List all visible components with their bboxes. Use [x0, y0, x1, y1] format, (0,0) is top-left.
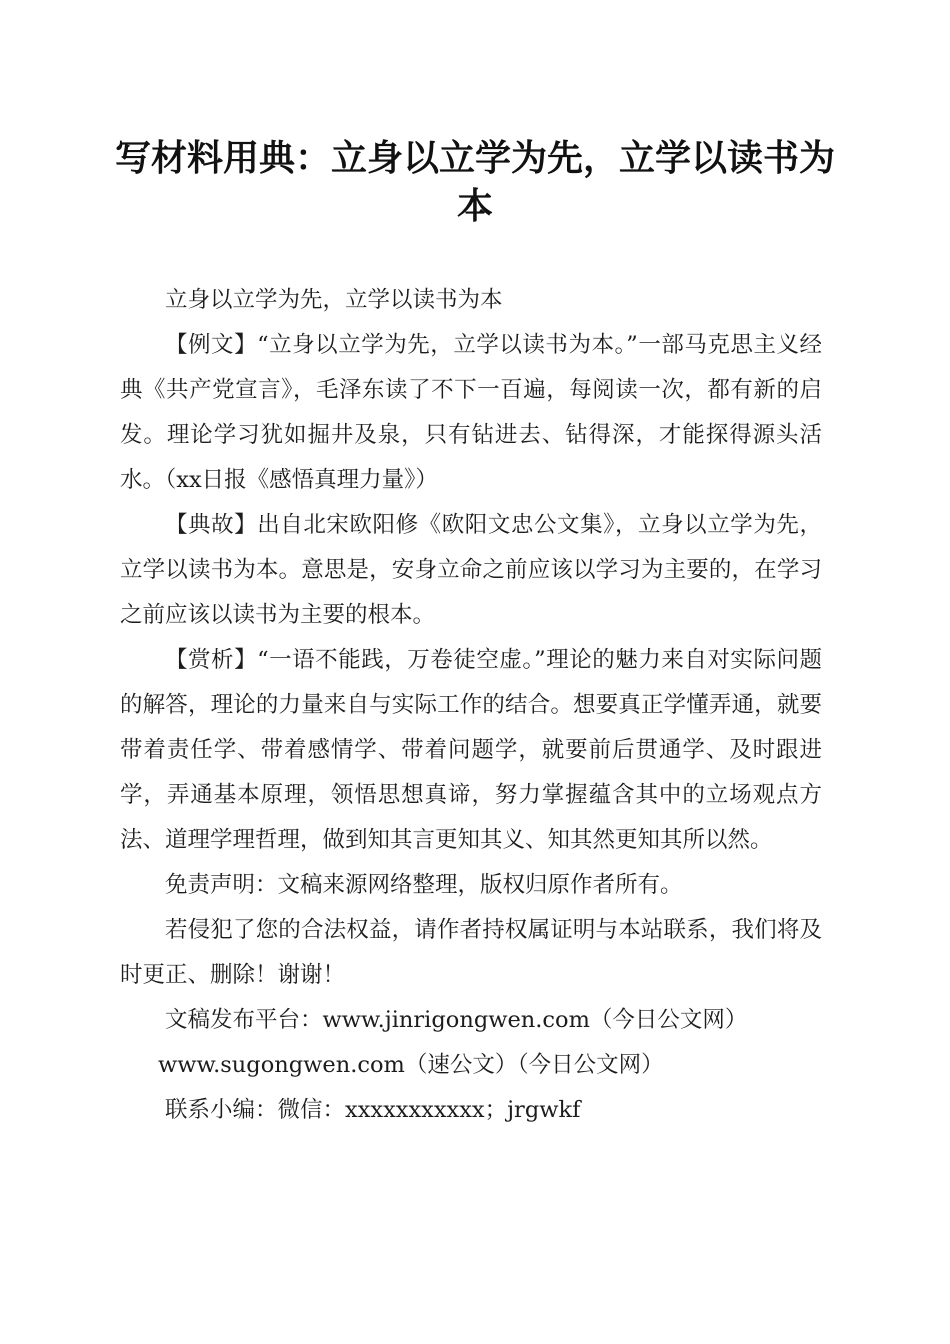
footer-contact: 联系小编：微信：xxxxxxxxxxx；jrgwkf — [165, 1097, 581, 1123]
paragraph-example: 【例文】“立身以立学为先，立学以读书为本。”一部马克思主义经典《共产党宣言》，毛泽东读了不下一百遍，每阅读一次，都有新的启发。理论学习犹如掘井及泉，只有钻进去、钻得深，才能探得源头活水。（xx日报《感悟真理力量》） — [120, 332, 822, 493]
footer-platform: 文稿发布平台：www.jinrigongwen.com（今日公文网） — [165, 1007, 748, 1033]
footer-site: www.sugongwen.com（速公文）（今日公文网） — [158, 1052, 664, 1078]
paragraph-subtitle: 立身以立学为先，立学以读书为本 — [165, 287, 503, 313]
document-title: 写材料用典：立身以立学为先，立学以读书为本 — [114, 137, 835, 227]
paragraph-infringement-notice: 若侵犯了您的合法权益，请作者持权属证明与本站联系，我们将及时更正、删除！谢谢！ — [120, 917, 822, 988]
document-body — [120, 278, 822, 1133]
paragraph-allusion: 【典故】出自北宋欧阳修《欧阳文忠公文集》，立身以立学为先，立学以读书为本。意思是，安身立命之前应该以学习为主要的，在学习之前应该以读书为主要的根本。 — [120, 512, 822, 628]
paragraph-disclaimer: 免责声明：文稿来源网络整理，版权归原作者所有。 — [165, 872, 683, 898]
paragraph-appreciation: 【赏析】“一语不能践，万卷徒空虚。”理论的魅力来自对实际问题的解答，理论的力量来自与实际工作的结合。想要真正学懂弄通，就要带着责任学、带着感情学、带着问题学，就要前后贯通学、及时跟进学，弄通基本原理，领悟思想真谛，努力掌握蕴含其中的立场观点方法、道理学理哲理，做到知其言更知其义、知其然更知其所以然。 — [120, 647, 822, 853]
